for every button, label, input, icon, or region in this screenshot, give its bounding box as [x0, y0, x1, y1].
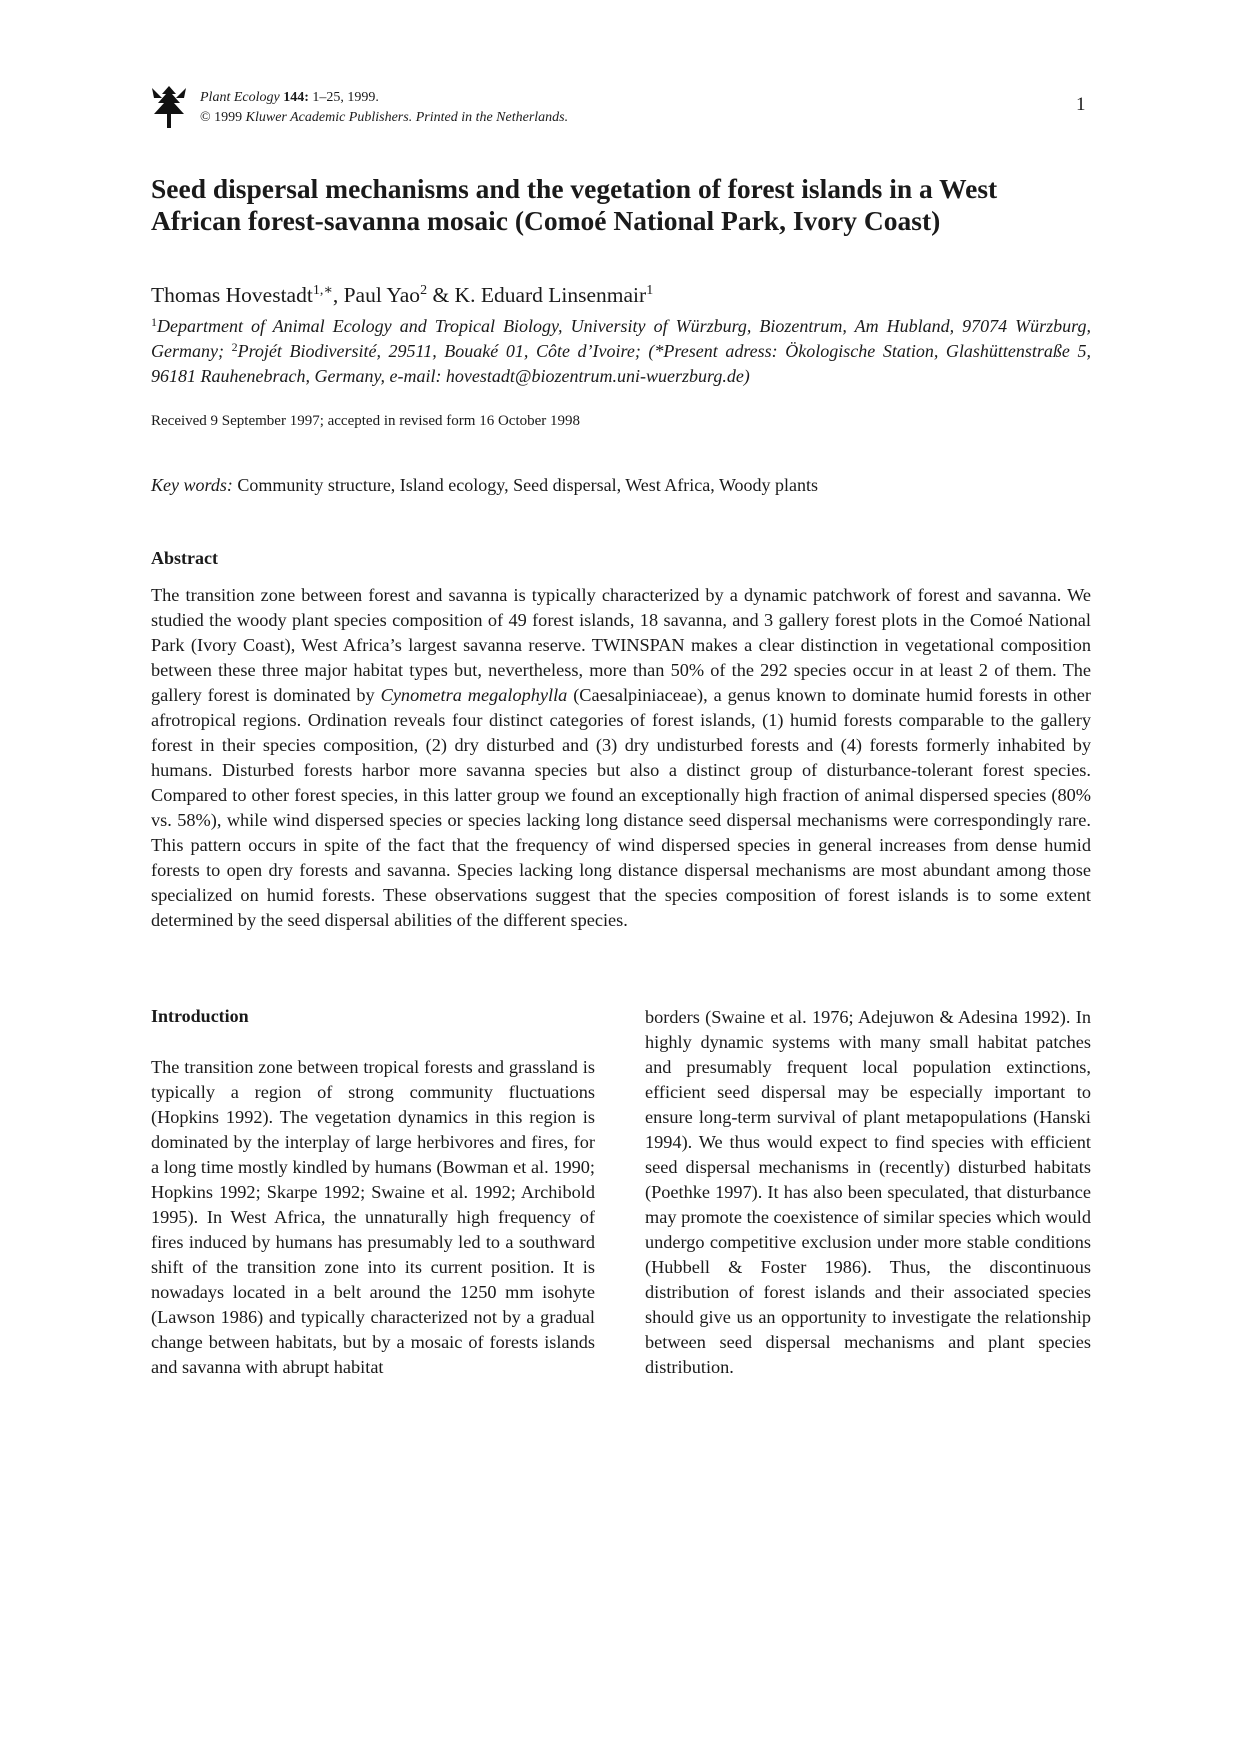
- author-name: Thomas Hovestadt: [151, 283, 313, 307]
- publisher-text: Kluwer Academic Publishers. Printed in the Netherlands.: [245, 110, 569, 125]
- introduction-right-column: borders (Swaine et al. 1976; Adejuwon & Adesina 1992). In highly dynamic systems with many small habitat patches and presumably frequent local population extinctions, efficient seed dispersal may be especially important to ensure long-term survival of plant metapopulations (Hanski 1994). We thus would expect to find species with efficient seed dispersal mechanisms in (recently) disturbed habitats (Poethke 1997). It has also been speculated, that disturbance may promote the coexistence of similar species which would undergo competitive exclusion under more stable conditions (Hubbell & Foster 1986). Thus, the discontinuous distribution of forest islands and their associated species should give us an opportunity to investigate the relationship between seed dispersal mechanisms and plant species distribution.: [645, 1007, 1091, 1377]
- author-list: [151, 283, 1091, 308]
- abstract-body: [151, 583, 1091, 933]
- abstract-text: (Caesalpiniaceae), a genus known to dominate humid forests in other afrotropical regions. Ordination reveals four distinct categories of forest islands, (1) humid forests comparable to the gallery forest in their species composition, (2) dry disturbed and (3) dry undisturbed forests and (4) forests formerly inhabited by humans. Disturbed forests harbor more savanna species but also a distinct group of disturbance-tolerant forest species. Compared to other forest species, in this latter group we found an exceptionally high fraction of animal dispersed species (80% vs. 58%), while wind dispersed species or species lacking long distance seed dispersal mechanisms were correspondingly rare. This pattern occurs in spite of the fact that the frequency of wind dispersed species in general increases from dense humid forests to open dry forests and savanna. Species lacking long distance dispersal mechanisms are most abundant among those specialized on humid forests. These observations suggest that the species composition of forest islands is to some extent determined by the seed dispersal abilities of the different species.: [151, 685, 1091, 930]
- received-dates: Received 9 September 1997; accepted in revised form 16 October 1998: [151, 413, 581, 429]
- affiliation-marker: 2: [231, 340, 238, 354]
- article-title: Seed dispersal mechanisms and the vegetation of forest islands in a West African forest-savanna mosaic (Comoé National Park, Ivory Coast): [151, 173, 998, 236]
- affiliation-text: Projét Biodiversité, 29511, Bouaké 01, Côte d’Ivoire; (*Present adress: Ökologische Station, Glashüttenstraße 5, 96181 Rauhenebrach, Germany, e-mail: hovestadt@biozentrum.uni-wuerzburg.de): [151, 341, 1091, 386]
- journal-pages-year: 1–25, 1999.: [308, 90, 379, 105]
- species-name: Cynometra megalophylla: [380, 685, 568, 705]
- copyright-text: © 1999: [200, 110, 246, 125]
- journal-volume: 144:: [283, 90, 309, 105]
- affiliation-marker: 1: [151, 315, 157, 329]
- author-superscript: 1: [646, 283, 654, 298]
- affiliations: [151, 314, 1091, 389]
- journal-name: Plant Ecology: [200, 90, 280, 105]
- keywords-label: Key words:: [151, 475, 233, 495]
- abstract-heading: Abstract: [151, 548, 218, 568]
- author-superscript: 2: [420, 283, 428, 298]
- author-superscript: 1,∗: [312, 283, 333, 298]
- page-number: 1: [1076, 94, 1086, 115]
- introduction-heading: Introduction: [151, 1006, 249, 1026]
- author-name: & K. Eduard Linsenmair: [427, 283, 647, 307]
- kluwer-tree-logo-icon: [150, 84, 188, 130]
- introduction-left-column: The transition zone between tropical forests and grassland is typically a region of strong community fluctuations (Hopkins 1992). The vegetation dynamics in this region is dominated by the interplay of large herbivores and fires, for a long time mostly kindled by humans (Bowman et al. 1990; Hopkins 1992; Skarpe 1992; Swaine et al. 1992; Archibold 1995). In West Africa, the unnaturally high frequency of fires induced by humans has presumably led to a southward shift of the transition zone into its current position. It is nowadays located in a belt around the 1250 mm isohyte (Lawson 1986) and typically characterized not by a gradual change between habitats, but by a mosaic of forests islands and savanna with abrupt habitat: [151, 1057, 595, 1377]
- abstract-text: The transition zone between forest and savanna is typically characterized by a dynamic patchwork of forest and savanna. We studied the woody plant species composition of 49 forest islands, 18 savanna, and 3 gallery forest plots in the Comoé National Park (Ivory Coast), West Africa’s largest savanna reserve. TWINSPAN makes a clear distinction in vegetational composition between these three major habitat types but, nevertheless, more than 50% of the 292 species occur in at least 2 of them. The gallery forest is dominated by: [151, 585, 1091, 705]
- author-name: , Paul Yao: [332, 283, 421, 307]
- keywords: [151, 475, 818, 496]
- journal-citation: [200, 88, 568, 128]
- affiliation-text: Department of Animal Ecology and Tropical Biology, University of Würzburg, Biozentrum, Am Hubland, 97074 Würzburg, Germany;: [151, 316, 1091, 361]
- keywords-list: Community structure, Island ecology, Seed dispersal, West Africa, Woody plants: [232, 475, 818, 495]
